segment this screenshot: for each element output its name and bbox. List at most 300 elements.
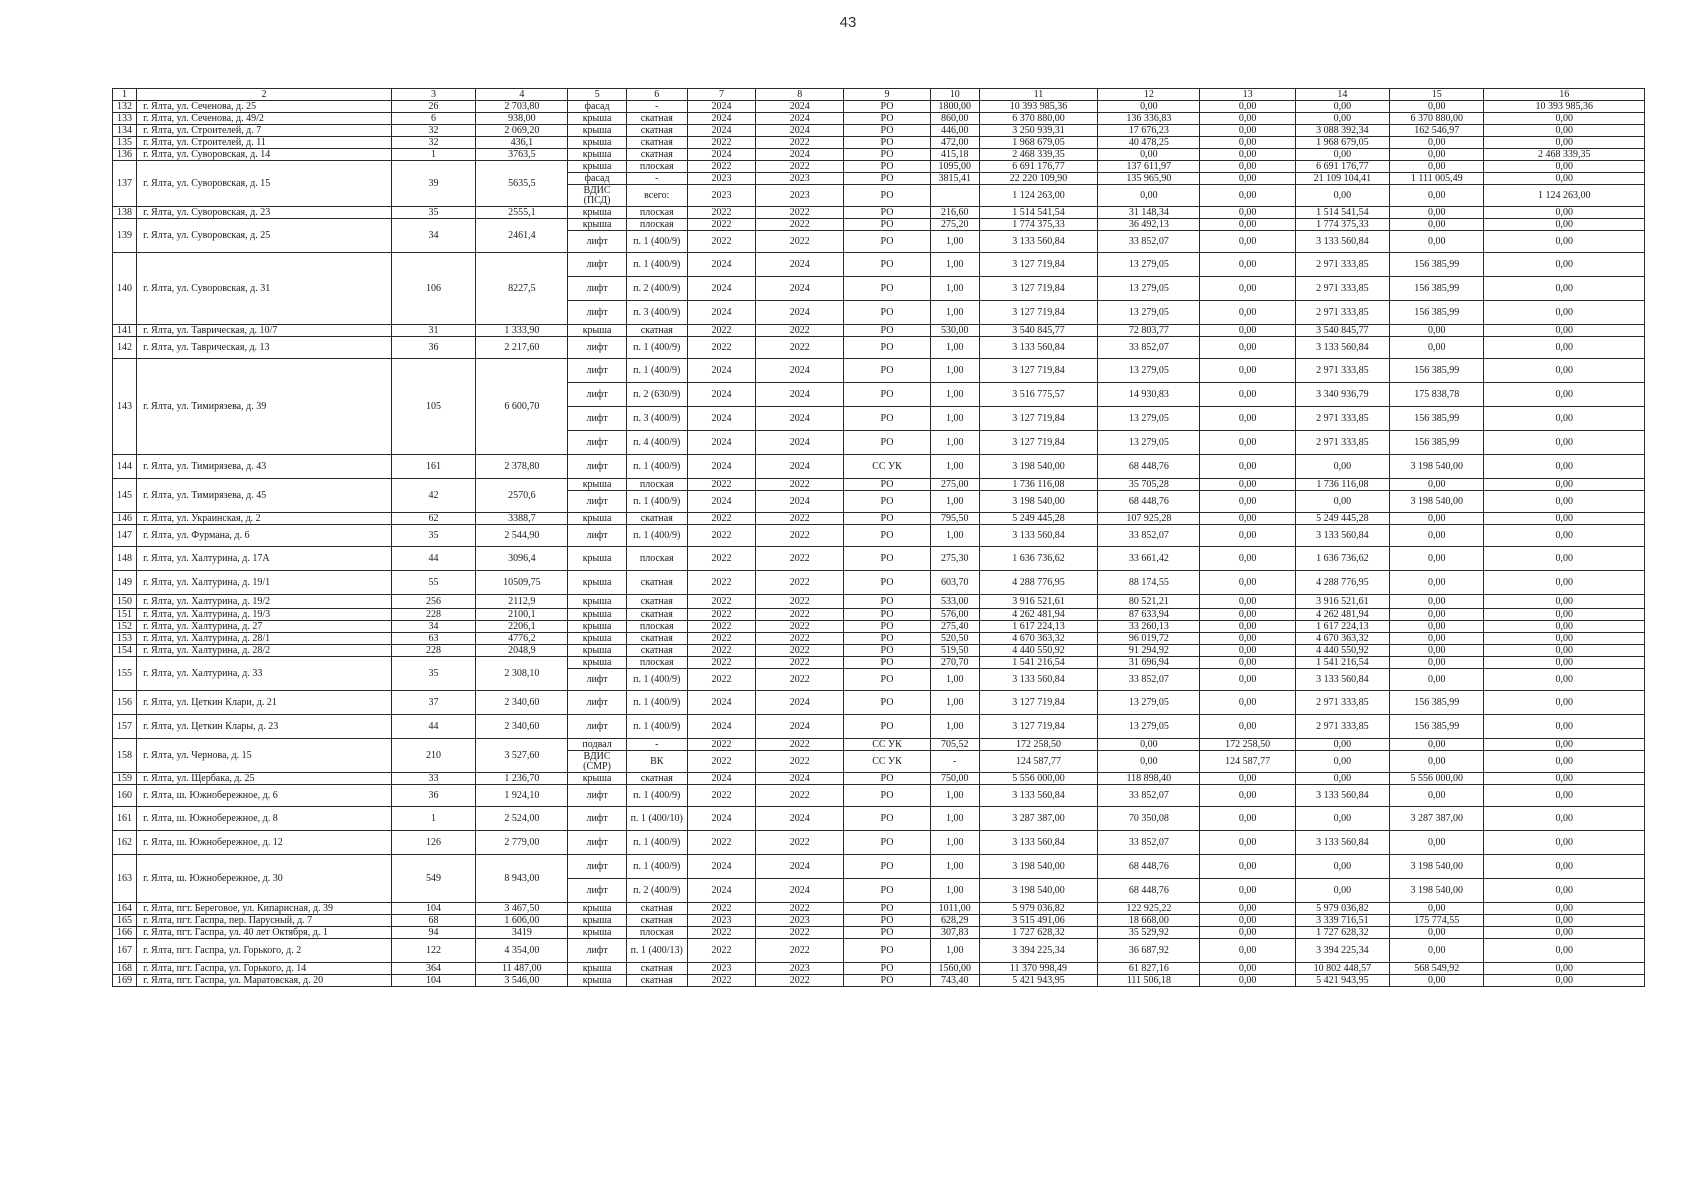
cell-fund-other: 0,00 (1484, 915, 1645, 927)
cell-volume: 1095,00 (930, 161, 979, 173)
cell-plan-year: 2024 (687, 101, 755, 113)
table-row (113, 101, 1645, 113)
cell-area: 2570,6 (476, 479, 568, 513)
cell-element-type: - (626, 739, 687, 751)
cell-fund-owners: 156 385,99 (1390, 359, 1484, 383)
cell-financing-source: РО (844, 807, 930, 831)
cell-residents: 106 (391, 253, 475, 325)
cell-fact-year: 2024 (756, 113, 844, 125)
cell-area: 2 378,80 (476, 455, 568, 479)
cell-fact-year: 2024 (756, 431, 844, 455)
cell-financing-source: РО (844, 657, 930, 669)
cell-fact-year: 2024 (756, 855, 844, 879)
cell-fund-local: 124 587,77 (1200, 751, 1295, 773)
cell-element: крыша (568, 975, 626, 987)
cell-address: г. Ялта, пгт. Гаспра, ул. Горького, д. 14 (137, 963, 392, 975)
table-row (113, 359, 1645, 383)
table-row (113, 621, 1645, 633)
cell-fund-regional: 4 288 776,95 (1295, 571, 1389, 595)
cell-cost-per-unit: 87 633,94 (1098, 609, 1200, 621)
cell-fund-other: 0,00 (1484, 855, 1645, 879)
cell-volume: 1,00 (930, 301, 979, 325)
cell-fact-year: 2024 (756, 407, 844, 431)
cell-fund-other: 0,00 (1484, 513, 1645, 525)
cell-fact-year: 2024 (756, 691, 844, 715)
cell-fund-local: 0,00 (1200, 785, 1295, 807)
cell-cost-per-unit: 68 448,76 (1098, 855, 1200, 879)
cell-fact-year: 2024 (756, 383, 844, 407)
cell-volume: 1,00 (930, 253, 979, 277)
cell-address: г. Ялта, ул. Тимирязева, д. 45 (137, 479, 392, 513)
cell-row-number: 146 (113, 513, 137, 525)
cell-element: крыша (568, 479, 626, 491)
cell-fund-owners: 156 385,99 (1390, 431, 1484, 455)
cell-element-type: плоская (626, 547, 687, 571)
cell-fund-regional: 3 133 560,84 (1295, 525, 1389, 547)
cell-row-number: 133 (113, 113, 137, 125)
cell-plan-year: 2024 (687, 383, 755, 407)
cell-fund-local: 0,00 (1200, 609, 1295, 621)
cell-plan-year: 2022 (687, 633, 755, 645)
cell-cost-per-unit: 14 930,83 (1098, 383, 1200, 407)
cell-fact-year: 2024 (756, 149, 844, 161)
cell-fund-other: 0,00 (1484, 325, 1645, 337)
cell-volume: 1,00 (930, 669, 979, 691)
table-row (113, 609, 1645, 621)
cell-element: крыша (568, 325, 626, 337)
cell-fund-local: 0,00 (1200, 325, 1295, 337)
cell-cost-per-unit: 118 898,40 (1098, 773, 1200, 785)
cell-area: 2461,4 (476, 219, 568, 253)
cell-address: г. Ялта, ул. Цеткин Клары, д. 23 (137, 715, 392, 739)
cell-fund-local: 0,00 (1200, 657, 1295, 669)
cell-fund-other: 0,00 (1484, 219, 1645, 231)
cell-element-type: ВК (626, 751, 687, 773)
cell-cost-per-unit: 40 478,25 (1098, 137, 1200, 149)
cell-row-number: 161 (113, 807, 137, 831)
cell-area: 2 779,00 (476, 831, 568, 855)
cell-fund-other: 0,00 (1484, 407, 1645, 431)
cell-fund-owners: 3 198 540,00 (1390, 455, 1484, 479)
cell-address: г. Ялта, ул. Таврическая, д. 13 (137, 337, 392, 359)
cell-row-number: 137 (113, 161, 137, 207)
cell-element-type: скатная (626, 975, 687, 987)
cell-total-cost: 1 727 628,32 (979, 927, 1097, 939)
cell-plan-year: 2022 (687, 595, 755, 609)
table-row (113, 161, 1645, 173)
cell-row-number: 152 (113, 621, 137, 633)
cell-residents: 34 (391, 219, 475, 253)
column-number-5: 5 (568, 89, 626, 101)
cell-total-cost: 3 916 521,61 (979, 595, 1097, 609)
cell-cost-per-unit: 107 925,28 (1098, 513, 1200, 525)
cell-fund-regional: 0,00 (1295, 149, 1389, 161)
cell-fund-owners: 0,00 (1390, 751, 1484, 773)
cell-financing-source: РО (844, 595, 930, 609)
cell-cost-per-unit: 36 492,13 (1098, 219, 1200, 231)
cell-financing-source: РО (844, 903, 930, 915)
cell-volume: 1,00 (930, 855, 979, 879)
cell-area: 436,1 (476, 137, 568, 149)
cell-area: 2 340,60 (476, 691, 568, 715)
cell-plan-year: 2022 (687, 621, 755, 633)
cell-element-type: п. 3 (400/9) (626, 407, 687, 431)
table-row (113, 513, 1645, 525)
cell-plan-year: 2024 (687, 301, 755, 325)
cell-fund-owners: 0,00 (1390, 785, 1484, 807)
cell-volume: 3815,41 (930, 173, 979, 185)
cell-cost-per-unit: 18 668,00 (1098, 915, 1200, 927)
cell-fund-other: 0,00 (1484, 633, 1645, 645)
cell-fund-other: 0,00 (1484, 903, 1645, 915)
cell-address: г. Ялта, ул. Строителей, д. 7 (137, 125, 392, 137)
cell-financing-source: РО (844, 525, 930, 547)
cell-fund-local: 0,00 (1200, 231, 1295, 253)
cell-element-type: п. 1 (400/9) (626, 785, 687, 807)
cell-residents: 6 (391, 113, 475, 125)
cell-fund-regional: 5 249 445,28 (1295, 513, 1389, 525)
cell-element-type: п. 1 (400/9) (626, 691, 687, 715)
cell-fact-year: 2024 (756, 101, 844, 113)
cell-fund-other: 0,00 (1484, 739, 1645, 751)
cell-financing-source: РО (844, 715, 930, 739)
cell-total-cost: 5 249 445,28 (979, 513, 1097, 525)
cell-fund-owners: 0,00 (1390, 595, 1484, 609)
cell-fund-other: 0,00 (1484, 831, 1645, 855)
cell-fund-local: 0,00 (1200, 927, 1295, 939)
cell-fund-owners: 0,00 (1390, 669, 1484, 691)
cell-plan-year: 2022 (687, 927, 755, 939)
cell-fund-other: 0,00 (1484, 939, 1645, 963)
cell-element: лифт (568, 855, 626, 879)
cell-address: г. Ялта, ул. Халтурина, д. 19/2 (137, 595, 392, 609)
cell-area: 11 487,00 (476, 963, 568, 975)
cell-residents: 35 (391, 525, 475, 547)
cell-fact-year: 2022 (756, 325, 844, 337)
cell-element-type: скатная (626, 125, 687, 137)
cell-fund-regional: 0,00 (1295, 751, 1389, 773)
cell-element-type: скатная (626, 903, 687, 915)
cell-fact-year: 2022 (756, 669, 844, 691)
cell-fund-local: 0,00 (1200, 691, 1295, 715)
cell-address: г. Ялта, ул. Цеткин Клари, д. 21 (137, 691, 392, 715)
cell-address: г. Ялта, ул. Халтурина, д. 33 (137, 657, 392, 691)
cell-row-number: 163 (113, 855, 137, 903)
cell-plan-year: 2024 (687, 773, 755, 785)
cell-fund-owners: 156 385,99 (1390, 253, 1484, 277)
cell-fact-year: 2022 (756, 927, 844, 939)
cell-fund-other: 0,00 (1484, 207, 1645, 219)
cell-volume: 743,40 (930, 975, 979, 987)
cell-area: 1 924,10 (476, 785, 568, 807)
cell-fund-owners: 6 370 880,00 (1390, 113, 1484, 125)
cell-element-type: скатная (626, 645, 687, 657)
cell-fact-year: 2022 (756, 207, 844, 219)
cell-total-cost: 4 670 363,32 (979, 633, 1097, 645)
cell-element-type: п. 1 (400/9) (626, 525, 687, 547)
cell-fund-local: 0,00 (1200, 149, 1295, 161)
cell-plan-year: 2022 (687, 903, 755, 915)
cell-cost-per-unit: 61 827,16 (1098, 963, 1200, 975)
cell-fund-regional: 3 340 936,79 (1295, 383, 1389, 407)
cell-row-number: 142 (113, 337, 137, 359)
cell-residents: 32 (391, 137, 475, 149)
cell-plan-year: 2024 (687, 715, 755, 739)
cell-fund-regional: 21 109 104,41 (1295, 173, 1389, 185)
cell-area: 10509,75 (476, 571, 568, 595)
cell-volume: 750,00 (930, 773, 979, 785)
cell-cost-per-unit: 72 803,77 (1098, 325, 1200, 337)
cell-fund-regional: 5 421 943,95 (1295, 975, 1389, 987)
cell-residents: 210 (391, 739, 475, 773)
cell-residents: 39 (391, 161, 475, 207)
cell-fund-other: 0,00 (1484, 337, 1645, 359)
cell-fund-regional: 1 617 224,13 (1295, 621, 1389, 633)
cell-area: 2 703,80 (476, 101, 568, 113)
cell-fund-local: 0,00 (1200, 547, 1295, 571)
cell-fund-owners: 0,00 (1390, 739, 1484, 751)
cell-element-type: скатная (626, 149, 687, 161)
cell-fund-regional: 3 088 392,34 (1295, 125, 1389, 137)
cell-fund-regional: 2 971 333,85 (1295, 359, 1389, 383)
cell-volume: 1800,00 (930, 101, 979, 113)
cell-financing-source: РО (844, 773, 930, 785)
cell-total-cost: 1 124 263,00 (979, 185, 1097, 207)
cell-volume: 275,00 (930, 479, 979, 491)
cell-financing-source: РО (844, 479, 930, 491)
cell-cost-per-unit: 31 148,34 (1098, 207, 1200, 219)
cell-fund-owners: 568 549,92 (1390, 963, 1484, 975)
capital-repair-table (112, 88, 1645, 987)
cell-row-number: 160 (113, 785, 137, 807)
cell-fund-other: 0,00 (1484, 927, 1645, 939)
cell-area: 3 467,50 (476, 903, 568, 915)
cell-residents: 228 (391, 645, 475, 657)
cell-fund-local: 0,00 (1200, 903, 1295, 915)
column-number-13: 13 (1200, 89, 1295, 101)
cell-fact-year: 2024 (756, 773, 844, 785)
cell-cost-per-unit: 91 294,92 (1098, 645, 1200, 657)
cell-fund-local: 0,00 (1200, 807, 1295, 831)
cell-total-cost: 3 287 387,00 (979, 807, 1097, 831)
cell-address: г. Ялта, ул. Суворовская, д. 15 (137, 161, 392, 207)
cell-fund-regional: 1 774 375,33 (1295, 219, 1389, 231)
cell-fund-other: 0,00 (1484, 669, 1645, 691)
cell-fund-other: 0,00 (1484, 785, 1645, 807)
cell-volume: 275,30 (930, 547, 979, 571)
cell-fund-other: 0,00 (1484, 525, 1645, 547)
cell-element-type: п. 1 (400/9) (626, 359, 687, 383)
cell-address: г. Ялта, ул. Чернова, д. 15 (137, 739, 392, 773)
table-row (113, 219, 1645, 231)
cell-volume: 307,83 (930, 927, 979, 939)
cell-fact-year: 2022 (756, 621, 844, 633)
cell-element-type: плоская (626, 621, 687, 633)
cell-total-cost: 3 133 560,84 (979, 231, 1097, 253)
cell-fund-owners: 156 385,99 (1390, 301, 1484, 325)
cell-element: лифт (568, 491, 626, 513)
cell-cost-per-unit: 135 965,90 (1098, 173, 1200, 185)
cell-residents: 55 (391, 571, 475, 595)
cell-fund-owners: 175 838,78 (1390, 383, 1484, 407)
cell-element: лифт (568, 939, 626, 963)
cell-total-cost: 3 127 719,84 (979, 715, 1097, 739)
cell-element-type: скатная (626, 633, 687, 645)
cell-area: 3 546,00 (476, 975, 568, 987)
cell-element: ВДИС (ПСД) (568, 185, 626, 207)
cell-area: 1 333,90 (476, 325, 568, 337)
cell-row-number: 145 (113, 479, 137, 513)
cell-total-cost: 3 133 560,84 (979, 337, 1097, 359)
cell-financing-source: РО (844, 253, 930, 277)
cell-fund-local: 0,00 (1200, 915, 1295, 927)
cell-financing-source: РО (844, 645, 930, 657)
cell-volume: 1,00 (930, 455, 979, 479)
cell-cost-per-unit: 70 350,08 (1098, 807, 1200, 831)
cell-volume: 446,00 (930, 125, 979, 137)
cell-cost-per-unit: 68 448,76 (1098, 455, 1200, 479)
cell-fact-year: 2022 (756, 525, 844, 547)
cell-fact-year: 2023 (756, 185, 844, 207)
cell-area: 2 524,00 (476, 807, 568, 831)
cell-residents: 35 (391, 657, 475, 691)
cell-plan-year: 2024 (687, 807, 755, 831)
cell-fund-regional: 0,00 (1295, 185, 1389, 207)
cell-total-cost: 6 370 880,00 (979, 113, 1097, 125)
cell-fund-owners: 0,00 (1390, 161, 1484, 173)
cell-element: крыша (568, 657, 626, 669)
cell-area: 5635,5 (476, 161, 568, 207)
cell-volume: 860,00 (930, 113, 979, 125)
cell-element-type: п. 1 (400/9) (626, 855, 687, 879)
cell-fund-other: 0,00 (1484, 359, 1645, 383)
cell-element: крыша (568, 595, 626, 609)
cell-address: г. Ялта, ш. Южнобережное, д. 30 (137, 855, 392, 903)
cell-volume: 530,00 (930, 325, 979, 337)
cell-fund-local: 0,00 (1200, 407, 1295, 431)
cell-volume: 519,50 (930, 645, 979, 657)
cell-element-type: скатная (626, 609, 687, 621)
cell-fund-local: 0,00 (1200, 359, 1295, 383)
cell-volume: 1,00 (930, 231, 979, 253)
cell-row-number: 154 (113, 645, 137, 657)
cell-financing-source: РО (844, 173, 930, 185)
cell-element-type: п. 4 (400/9) (626, 431, 687, 455)
cell-element: лифт (568, 383, 626, 407)
cell-fund-regional: 10 802 448,57 (1295, 963, 1389, 975)
cell-fund-regional: 1 736 116,08 (1295, 479, 1389, 491)
cell-volume: 1,00 (930, 525, 979, 547)
cell-residents: 94 (391, 927, 475, 939)
cell-financing-source: РО (844, 161, 930, 173)
cell-element: лифт (568, 455, 626, 479)
cell-residents: 1 (391, 149, 475, 161)
cell-row-number: 167 (113, 939, 137, 963)
cell-residents: 161 (391, 455, 475, 479)
cell-fact-year: 2022 (756, 161, 844, 173)
cell-cost-per-unit: 13 279,05 (1098, 407, 1200, 431)
cell-row-number: 166 (113, 927, 137, 939)
cell-fact-year: 2023 (756, 915, 844, 927)
cell-total-cost: 4 262 481,94 (979, 609, 1097, 621)
cell-fund-regional: 1 541 216,54 (1295, 657, 1389, 669)
column-number-header-row (113, 89, 1645, 101)
cell-volume: 275,40 (930, 621, 979, 633)
cell-total-cost: 5 556 000,00 (979, 773, 1097, 785)
cell-plan-year: 2024 (687, 277, 755, 301)
cell-address: г. Ялта, пгт. Гаспра, ул. Маратовская, д. 20 (137, 975, 392, 987)
cell-fund-local: 0,00 (1200, 479, 1295, 491)
cell-row-number: 135 (113, 137, 137, 149)
cell-row-number: 139 (113, 219, 137, 253)
cell-row-number: 165 (113, 915, 137, 927)
cell-total-cost: 3 250 939,31 (979, 125, 1097, 137)
cell-row-number: 149 (113, 571, 137, 595)
cell-fund-owners: 0,00 (1390, 621, 1484, 633)
cell-element: лифт (568, 359, 626, 383)
cell-financing-source: РО (844, 431, 930, 455)
table-row (113, 715, 1645, 739)
table-row (113, 137, 1645, 149)
column-number-16: 16 (1484, 89, 1645, 101)
cell-fund-regional: 2 971 333,85 (1295, 301, 1389, 325)
cell-fund-owners: 0,00 (1390, 571, 1484, 595)
cell-residents: 104 (391, 903, 475, 915)
cell-fund-owners: 0,00 (1390, 219, 1484, 231)
cell-element: крыша (568, 149, 626, 161)
cell-fact-year: 2022 (756, 595, 844, 609)
cell-residents: 37 (391, 691, 475, 715)
cell-residents: 42 (391, 479, 475, 513)
cell-financing-source: РО (844, 101, 930, 113)
cell-element-type: плоская (626, 927, 687, 939)
cell-financing-source: СС УК (844, 751, 930, 773)
cell-fund-local: 0,00 (1200, 855, 1295, 879)
cell-element-type: п. 2 (400/9) (626, 879, 687, 903)
cell-total-cost: 3 133 560,84 (979, 669, 1097, 691)
cell-area: 3096,4 (476, 547, 568, 571)
cell-fund-other: 0,00 (1484, 751, 1645, 773)
cell-fund-regional: 0,00 (1295, 455, 1389, 479)
cell-plan-year: 2022 (687, 669, 755, 691)
cell-financing-source: РО (844, 407, 930, 431)
cell-address: г. Ялта, ул. Халтурина, д. 19/3 (137, 609, 392, 621)
cell-element-type: п. 3 (400/9) (626, 301, 687, 325)
table-row (113, 963, 1645, 975)
cell-fact-year: 2022 (756, 609, 844, 621)
cell-fund-regional: 3 916 521,61 (1295, 595, 1389, 609)
cell-financing-source: РО (844, 113, 930, 125)
cell-element-type: скатная (626, 513, 687, 525)
cell-fund-other: 0,00 (1484, 173, 1645, 185)
table-row (113, 253, 1645, 277)
cell-financing-source: РО (844, 325, 930, 337)
cell-plan-year: 2022 (687, 831, 755, 855)
cell-volume: 1,00 (930, 785, 979, 807)
table-row (113, 645, 1645, 657)
cell-row-number: 136 (113, 149, 137, 161)
cell-fund-owners: 0,00 (1390, 149, 1484, 161)
cell-residents: 549 (391, 855, 475, 903)
cell-fund-other: 0,00 (1484, 621, 1645, 633)
cell-cost-per-unit: 13 279,05 (1098, 253, 1200, 277)
cell-plan-year: 2024 (687, 149, 755, 161)
cell-fund-local: 0,00 (1200, 571, 1295, 595)
cell-cost-per-unit: 17 676,23 (1098, 125, 1200, 137)
cell-financing-source: РО (844, 927, 930, 939)
cell-element: лифт (568, 669, 626, 691)
cell-residents: 126 (391, 831, 475, 855)
